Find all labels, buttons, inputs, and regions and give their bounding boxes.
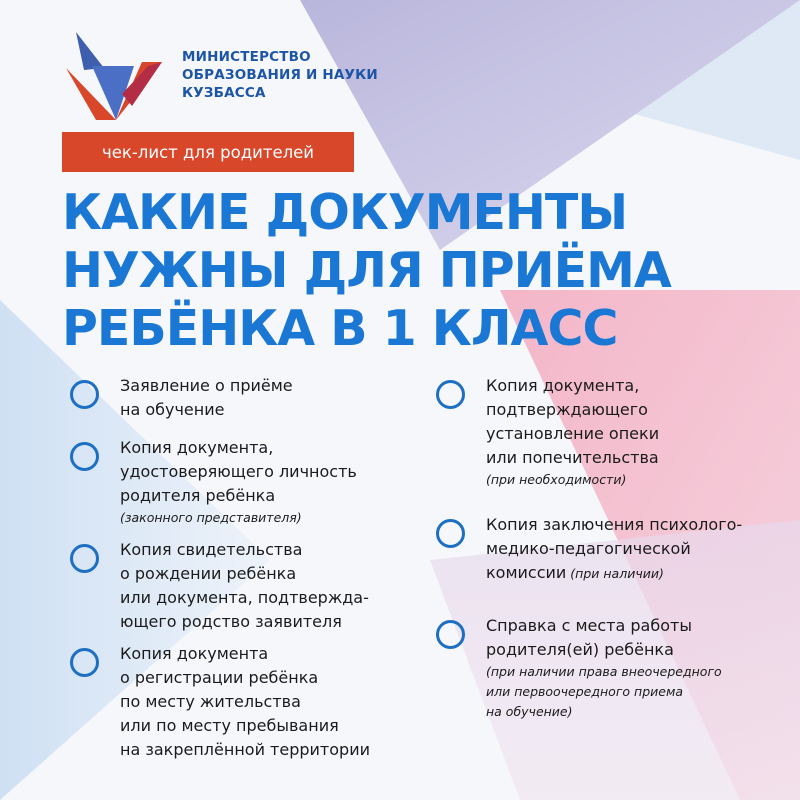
checklist-item-line: Копия свидетельства — [120, 540, 303, 559]
checklist-item-line: Заявление о приёме — [120, 376, 293, 395]
checklist-item-line: медико-педагогической — [486, 539, 691, 558]
checkbox-circle-icon[interactable] — [70, 648, 99, 677]
checklist-item-note: или первоочередного приема — [486, 684, 684, 699]
ministry-logo-icon — [62, 22, 172, 132]
checklist-item-line: ющего родство заявителя — [120, 612, 342, 631]
checklist-item-note: (законного представителя) — [120, 510, 302, 525]
checklist-item-line: или документа, подтвержда- — [120, 588, 369, 607]
checklist-item-line: на обучение — [120, 400, 225, 419]
checklist-item-line: о регистрации ребёнка — [120, 668, 319, 687]
checkbox-circle-icon[interactable] — [436, 380, 465, 409]
checkbox-circle-icon[interactable] — [70, 544, 99, 573]
checkbox-circle-icon[interactable] — [70, 380, 99, 409]
checkbox-circle-icon[interactable] — [436, 519, 465, 548]
checklist-item-text — [486, 614, 722, 722]
page-title-line: РЕБЁНКА В 1 КЛАСС — [62, 300, 618, 357]
checklist-item-line: или по месту пребывания — [120, 716, 339, 735]
checklist-item-line: или попечительства — [486, 448, 659, 467]
checklist-item-line: родителя(ей) ребёнка — [486, 640, 674, 659]
organization-name-line: КУЗБАССА — [182, 85, 266, 101]
checklist-item-line: Справка с места работы — [486, 616, 692, 635]
checklist-item-line: родителя ребёнка — [120, 486, 276, 505]
checklist-item-line: Копия документа — [120, 644, 269, 663]
checklist-item-note: (при наличии права внеочередного — [486, 664, 722, 679]
checklist-item-line: установление опеки — [486, 424, 660, 443]
page-title — [62, 184, 671, 358]
checklist-item-text — [486, 513, 742, 586]
checklist-item-line: о рождении ребёнка — [120, 564, 297, 583]
checklist-badge: чек-лист для родителей — [62, 132, 354, 172]
checklist-item-line: удостоверяющего личность — [120, 462, 357, 481]
checklist-item-text — [486, 374, 659, 490]
checklist-item-line: подтверждающего — [486, 400, 648, 419]
checklist-item-line: по месту жительства — [120, 692, 301, 711]
checklist-item-line: на закреплённой территории — [120, 740, 370, 759]
checklist-item-line: Копия документа, — [120, 438, 274, 457]
checklist-item-text — [120, 538, 369, 634]
organization-name — [182, 48, 378, 102]
checklist-item-text — [120, 436, 357, 528]
checkbox-circle-icon[interactable] — [70, 442, 99, 471]
checklist-item-text — [120, 374, 293, 422]
checklist-item-note: (при наличии) — [566, 566, 664, 581]
checklist-item-line: Копия документа, — [486, 376, 640, 395]
checklist-item-line: Копия заключения психолого- — [486, 515, 743, 534]
checkbox-circle-icon[interactable] — [436, 620, 465, 649]
checklist-item-line: комиссии (при наличии) — [486, 563, 664, 582]
page-title-line: КАКИЕ ДОКУМЕНТЫ — [62, 184, 628, 241]
checklist-item-note: (при необходимости) — [486, 472, 627, 487]
page-title-line: НУЖНЫ ДЛЯ ПРИЁМА — [62, 242, 671, 299]
organization-name-line: ОБРАЗОВАНИЯ И НАУКИ — [182, 67, 378, 83]
checklist-item-note: на обучение) — [486, 704, 573, 719]
organization-name-line: МИНИСТЕРСТВО — [182, 49, 311, 65]
checklist-item-text — [120, 642, 370, 762]
